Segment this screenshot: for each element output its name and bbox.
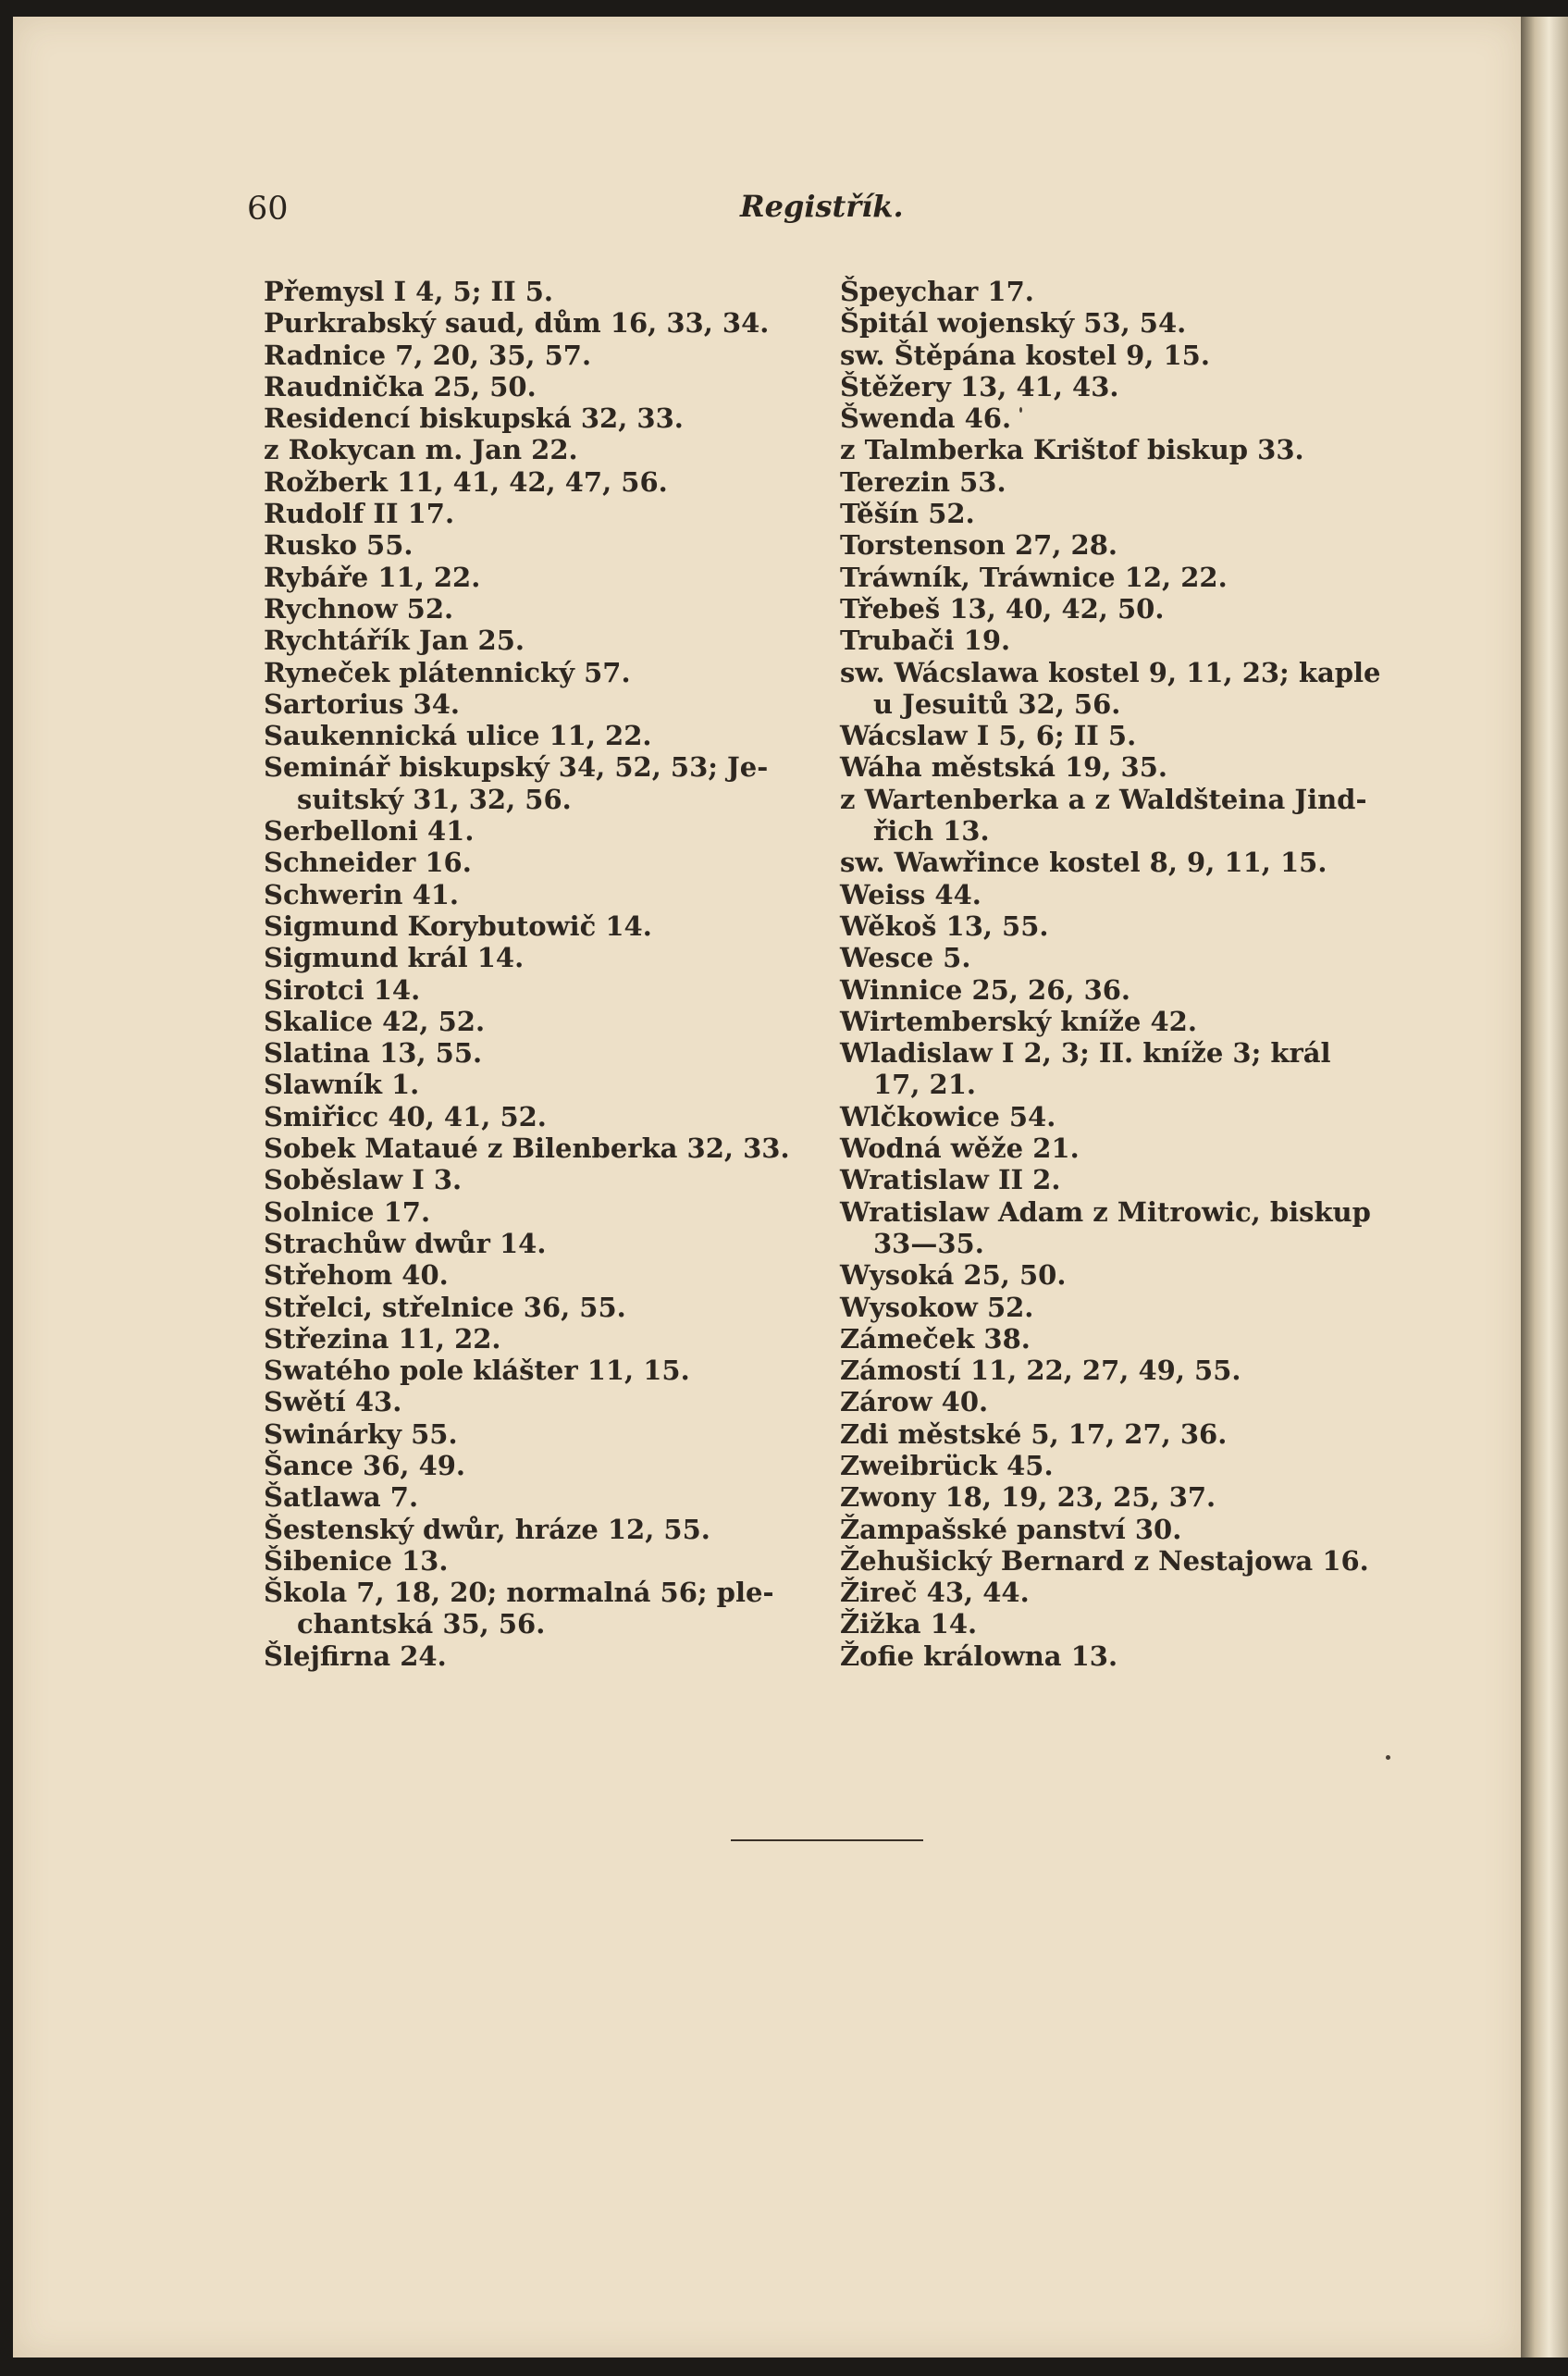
running-head: Registřík. bbox=[740, 189, 904, 224]
index-entry: z Rokycan m. Jan 22. bbox=[264, 434, 578, 466]
index-entry: Saukennická ulice 11, 22. bbox=[264, 720, 652, 752]
index-entry: Zdi městské 5, 17, 27, 36. bbox=[840, 1417, 1228, 1450]
index-entry: Ryneček plátennický 57. bbox=[264, 656, 631, 688]
index-entry: Sirotci 14. bbox=[264, 973, 421, 1006]
index-entry: Zámeček 38. bbox=[840, 1322, 1031, 1355]
index-entry: Žižka 14. bbox=[840, 1608, 978, 1640]
ink-speck bbox=[1386, 1755, 1390, 1760]
index-entry: Rychnow 52. bbox=[264, 592, 454, 625]
index-entry: Solnice 17. bbox=[264, 1195, 431, 1228]
index-entry: Šatlawa 7. bbox=[264, 1481, 419, 1514]
index-entry: Trubači 19. bbox=[840, 625, 1011, 657]
index-entry: Wěkoš 13, 55. bbox=[840, 910, 1049, 942]
index-entry: Seminář biskupský 34, 52, 53; Jesuitský 31, 32, 56. bbox=[264, 751, 769, 815]
index-entry: Rusko 55. bbox=[264, 529, 414, 562]
index-entry: Wratislaw II 2. bbox=[840, 1164, 1061, 1196]
index-entry: Wácslaw I 5, 6; II 5. bbox=[840, 720, 1137, 752]
index-entry: Strachůw dwůr 14. bbox=[264, 1227, 547, 1259]
index-entry: Žireč 43, 44. bbox=[840, 1577, 1030, 1609]
index-entry: Skalice 42, 52. bbox=[264, 1005, 486, 1037]
index-entry: sw. Wawřince kostel 8, 9, 11, 15. bbox=[840, 847, 1327, 879]
index-entry: sw. Wácslawa kostel 9, 11, 23; kaple u Jesuitů 32, 56. bbox=[840, 656, 1381, 720]
index-entry: Wratislaw Adam z Mitrowic, biskup 33—35. bbox=[840, 1195, 1371, 1259]
index-entry: Slawník 1. bbox=[264, 1069, 420, 1101]
index-entry: Rybáře 11, 22. bbox=[264, 561, 481, 593]
index-entry: Těšín 52. bbox=[840, 498, 975, 530]
index-entry: Tráwník, Tráwnice 12, 22. bbox=[840, 561, 1228, 593]
index-entry: Wesce 5. bbox=[840, 942, 971, 974]
index-entry: Terezin 53. bbox=[840, 465, 1006, 498]
index-entry: Radnice 7, 20, 35, 57. bbox=[264, 339, 592, 371]
index-entry: Wáha městská 19, 35. bbox=[840, 751, 1167, 784]
index-entry: Štěžery 13, 41, 43. bbox=[840, 370, 1119, 402]
index-entry: Wladislaw I 2, 3; II. kníže 3; král 17, 21. bbox=[840, 1037, 1331, 1101]
index-column-right bbox=[840, 276, 1386, 1672]
index-entry: Šwenda 46. bbox=[840, 402, 1012, 435]
index-entry: Wodná wěže 21. bbox=[840, 1132, 1080, 1165]
index-entry: Střezina 11, 22. bbox=[264, 1322, 501, 1355]
index-entry: sw. Štěpána kostel 9, 15. bbox=[840, 339, 1210, 371]
index-entry: Serbelloni 41. bbox=[264, 815, 475, 848]
index-entry: Swětí 43. bbox=[264, 1386, 402, 1418]
page-number: 60 bbox=[247, 191, 289, 228]
index-entry: Residencí biskupská 32, 33. bbox=[264, 402, 684, 435]
index-entry: Šibenice 13. bbox=[264, 1544, 449, 1577]
index-entry: Šance 36, 49. bbox=[264, 1449, 466, 1481]
index-entry: Sigmund Korybutowič 14. bbox=[264, 910, 652, 942]
index-entry: Zámostí 11, 22, 27, 49, 55. bbox=[840, 1355, 1241, 1387]
index-entry: Raudnička 25, 50. bbox=[264, 370, 537, 402]
index-entry: Soběslaw I 3. bbox=[264, 1164, 463, 1196]
index-entry: Schneider 16. bbox=[264, 847, 472, 879]
index-entry: Rychtářík Jan 25. bbox=[264, 625, 525, 657]
index-entry: Rožberk 11, 41, 42, 47, 56. bbox=[264, 465, 668, 498]
index-entry: Swinárky 55. bbox=[264, 1417, 458, 1450]
index-entry: z Talmberka Krištof biskup 33. bbox=[840, 434, 1304, 466]
index-entry: Torstenson 27, 28. bbox=[840, 529, 1117, 562]
index-column-left bbox=[264, 276, 800, 1672]
index-entry: Žofie králowna 13. bbox=[840, 1640, 1118, 1672]
index-entry: Sartorius 34. bbox=[264, 687, 461, 720]
index-entry: Třebeš 13, 40, 42, 50. bbox=[840, 592, 1165, 625]
index-entry: Zwony 18, 19, 23, 25, 37. bbox=[840, 1481, 1216, 1514]
index-entry: Žampašské panství 30. bbox=[840, 1513, 1182, 1545]
index-entry: Sigmund král 14. bbox=[264, 942, 525, 974]
index-entry: Šestenský dwůr, hráze 12, 55. bbox=[264, 1513, 710, 1545]
index-entry: Rudolf II 17. bbox=[264, 498, 455, 530]
index-entry: Špitál wojenský 53, 54. bbox=[840, 307, 1187, 340]
index-entry: Zárow 40. bbox=[840, 1386, 989, 1418]
index-entry: Škola 7, 18, 20; normalná 56; plechantská 35, 56. bbox=[264, 1577, 774, 1640]
page-edge bbox=[1521, 17, 1568, 2357]
index-entry: Sobek Mataué z Bilenberka 32, 33. bbox=[264, 1132, 790, 1165]
index-entry: Přemysl I 4, 5; II 5. bbox=[264, 276, 554, 307]
index-entry: Schwerin 41. bbox=[264, 878, 460, 910]
index-entry: Slatina 13, 55. bbox=[264, 1037, 483, 1070]
index-entry: Weiss 44. bbox=[840, 878, 982, 910]
index-entry: z Wartenberka a z Waldšteina Jindřich 13. bbox=[840, 783, 1367, 848]
index-entry: Swatého pole klášter 11, 15. bbox=[264, 1355, 690, 1387]
index-entry: Šlejfirna 24. bbox=[264, 1640, 447, 1672]
index-entry: Wysoká 25, 50. bbox=[840, 1259, 1067, 1292]
index-entry: Wlčkowice 54. bbox=[840, 1100, 1056, 1132]
index-entry: Špeychar 17. bbox=[840, 276, 1034, 307]
ink-speck bbox=[1019, 407, 1022, 413]
end-rule bbox=[731, 1839, 923, 1841]
index-entry: Purkrabský saud, dům 16, 33, 34. bbox=[264, 307, 770, 340]
index-entry: Wysokow 52. bbox=[840, 1291, 1034, 1323]
index-entry: Smiřicc 40, 41, 52. bbox=[264, 1100, 547, 1132]
index-entry: Zweibrück 45. bbox=[840, 1449, 1054, 1481]
index-entry: Winnice 25, 26, 36. bbox=[840, 973, 1131, 1006]
index-entry: Střehom 40. bbox=[264, 1259, 449, 1292]
index-entry: Střelci, střelnice 36, 55. bbox=[264, 1291, 626, 1323]
index-entry: Žehušický Bernard z Nestajowa 16. bbox=[840, 1544, 1369, 1577]
index-entry: Wirtemberský kníže 42. bbox=[840, 1005, 1197, 1037]
